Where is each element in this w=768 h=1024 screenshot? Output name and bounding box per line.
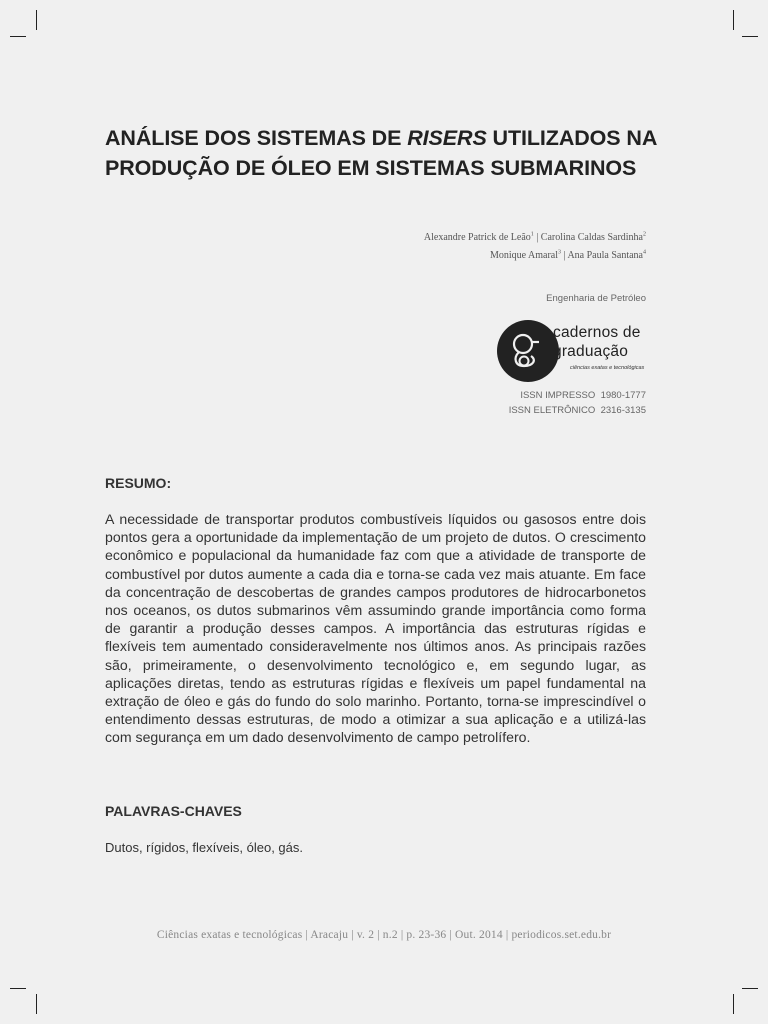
author-name: Carolina Caldas Sardinha <box>540 232 643 243</box>
logo-emblem-icon <box>497 320 559 382</box>
author-affiliation: 3 <box>558 249 561 256</box>
issn-block <box>509 388 646 418</box>
author-name: Monique Amaral <box>489 250 558 261</box>
abstract-body: A necessidade de transportar produtos combustíveis líquidos ou gasosos entre dois pontos gera a oportunidade da implementação de um projeto de dutos. O crescimento econômico e populacional da humanidade faz com que a atividade de transporte de combustível por dutos aumente a cada dia e torna-se cada vez mais atuante. Em face da concentração de descobertas de grandes campos produtores de hidrocarbonetos nos oceanos, os dutos submarinos vêm assumindo grande importância como forma de garantir a produção desses campos. A importância das estruturas rígidas e flexíveis tem aumentado consideravelmente nos últimos anos. As principais razões são, primeiramente, o desenvolvimento tecnológico e, em segundo lugar, as aplicações diretas, tendo as estruturas rígidas e flexíveis um papel fundamental na extração de óleo e gás do fundo do solo marinho. Portanto, torna-se imprescindível o entendimento dessas estruturas, de modo a otimizar a sua aplicação e a utilizá-las com segurança em um dado desenvolvimento de campo petrolífero. <box>105 511 646 746</box>
keywords-heading: PALAVRAS-CHAVES <box>105 803 242 819</box>
author-list <box>424 229 646 265</box>
issn-electronic-label: ISSN ELETRÔNICO <box>508 405 596 416</box>
crop-mark <box>36 10 37 30</box>
crop-mark <box>10 36 26 37</box>
issn-electronic-value: 2316-3135 <box>600 405 646 416</box>
keywords-body: Dutos, rígidos, flexíveis, óleo, gás. <box>105 840 303 855</box>
author-line-1 <box>424 229 646 247</box>
journal-logo <box>497 319 647 383</box>
author-affiliation: 2 <box>643 231 646 238</box>
journal-name-line-2: graduação <box>553 343 629 360</box>
title-part-1: ANÁLISE DOS SISTEMAS DE <box>105 126 408 150</box>
issn-print <box>509 388 646 403</box>
title-part-2: UTILIZADOS NA PRODUÇÃO DE ÓLEO EM SISTEMAS SUBMARINOS <box>105 126 657 180</box>
issn-print-label: ISSN IMPRESSO <box>520 390 596 401</box>
author-separator: | <box>561 250 568 261</box>
author-affiliation: 4 <box>643 249 646 256</box>
crop-mark <box>742 988 758 989</box>
crop-mark <box>36 994 37 1014</box>
author-separator: | <box>533 232 541 243</box>
subject-area: Engenharia de Petróleo <box>546 293 646 304</box>
crop-mark <box>10 988 26 989</box>
journal-name-line-1: cadernos de <box>553 324 641 341</box>
abstract-heading: RESUMO: <box>105 475 172 491</box>
author-name: Alexandre Patrick de Leão <box>423 232 531 243</box>
author-line-2 <box>424 247 646 265</box>
crop-mark <box>733 994 734 1014</box>
journal-subtitle: ciências exatas e tecnológicas <box>570 365 645 371</box>
issn-electronic <box>509 403 646 418</box>
crop-mark <box>742 36 758 37</box>
author-affiliation: 1 <box>530 231 534 238</box>
paper-title <box>105 123 665 183</box>
author-name: Ana Paula Santana <box>567 250 643 261</box>
page-footer: Ciências exatas e tecnológicas | Aracaju | v. 2 | n.2 | p. 23-36 | Out. 2014 | periodicos.set.edu.br <box>156 929 612 941</box>
issn-print-value: 1980-1777 <box>600 390 646 401</box>
journal-name <box>553 323 641 361</box>
title-emphasis: RISERS <box>407 126 487 150</box>
crop-mark <box>733 10 734 30</box>
